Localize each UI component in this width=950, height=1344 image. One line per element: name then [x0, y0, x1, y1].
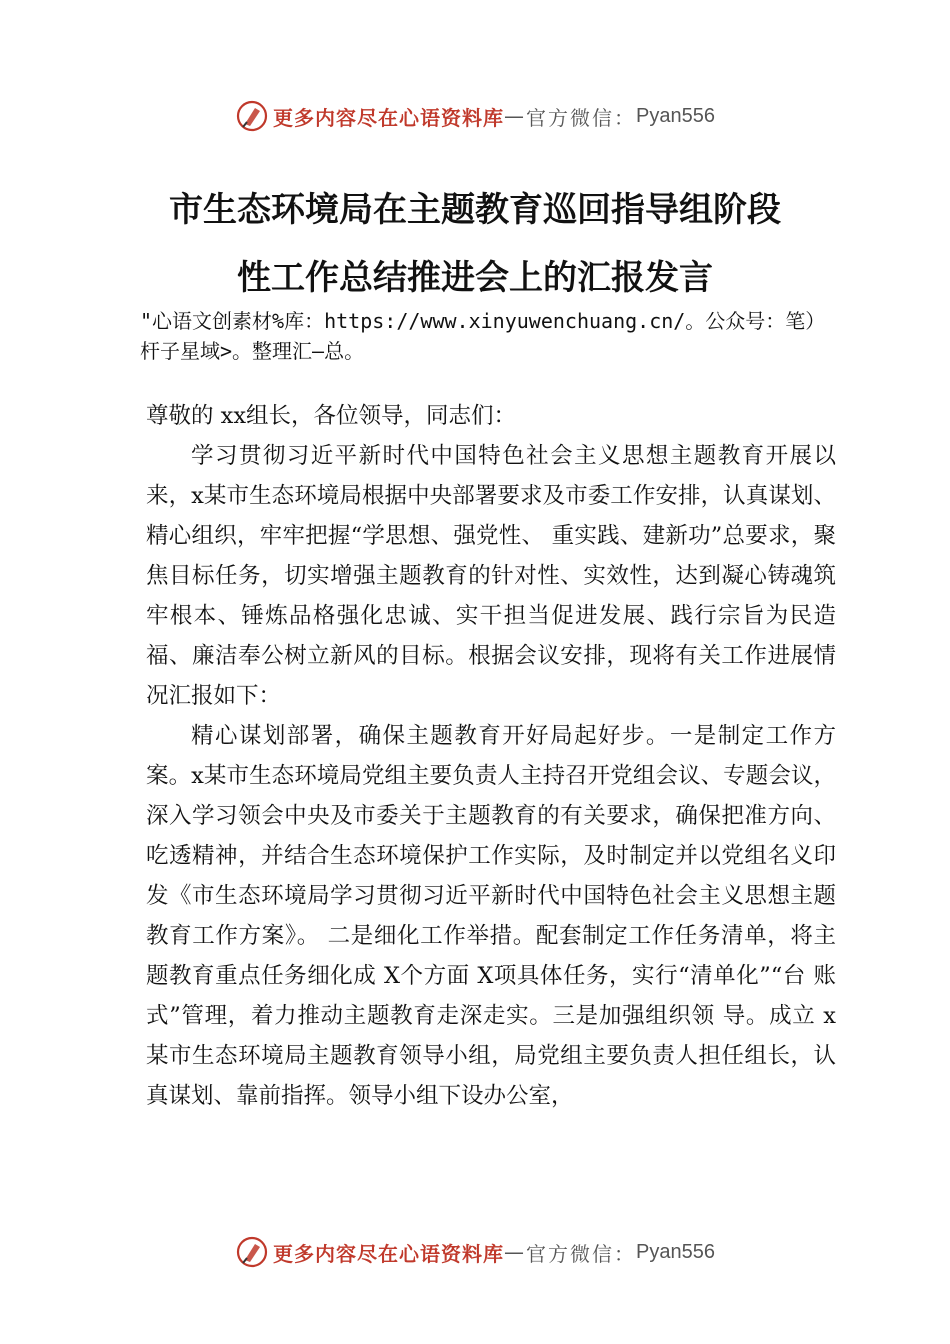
banner-separator: — [504, 104, 527, 128]
pen-nib-logo-icon [235, 99, 269, 133]
pen-nib-logo-icon [235, 1235, 269, 1269]
document-title-line-1: 市生态环境局在主题教育巡回指导组阶段 [169, 190, 781, 230]
banner-wechat-id: Pyan556 [636, 104, 715, 127]
header-banner [0, 96, 950, 136]
greeting: 尊敬的 xx组长，各位领导，同志们： [146, 403, 517, 429]
banner-separator: — [504, 1240, 527, 1264]
banner-wechat-id: Pyan556 [636, 1240, 715, 1263]
banner-brand-text: 更多内容尽在心语资料库 [273, 1241, 505, 1266]
banner-wechat-label: 官方微信： [526, 1241, 637, 1266]
document-title-line-2: 性工作总结推进会上的汇报发言 [237, 258, 713, 298]
body-paragraph: 学习贯彻习近平新时代中国特色社会主义思想主题教育开展以来，x某市生态环境局根据中央部署要求及市委工作安排，认真谋划、精心组织，牢牢把握“学思想、强党性、 重实践、建新功”总要求，聚焦目标任务，切实增强主题教育的针对性、实效性，达到凝心铸魂筑牢根本、锤炼品格强化忠诚、实干担当促进发展、践行宗旨为民造福、廉洁奉公树立新风的目标。根据会议安排，现将有关工作进展情况汇报如下： [146, 443, 836, 709]
footer-banner [0, 1232, 950, 1272]
banner-wechat-label: 官方微信： [526, 105, 637, 130]
document-body [146, 396, 836, 1116]
banner-brand-text: 更多内容尽在心语资料库 [273, 105, 505, 130]
body-paragraph: 精心谋划部署，确保主题教育开好局起好步。一是制定工作方案。x某市生态环境局党组主要负责人主持召开党组会议、专题会议，深入学习领会中央及市委关于主题教育的有关要求，确保把准方向、吃透精神，并结合生态环境保护工作实际，及时制定并以党组名义印发《市生态环境局学习贯彻习近平新时代中国特色社会主义思想主题教育工作方案》。 二是细化工作举措。配套制定工作任务清单，将主题教育重点任务细化成 X个方面 X项具体任务，实行“清单化”“台 账式”管理，着力推动主题教育走深走实。三是加强组织领 导。成立 x某市生态环境局主题教育领导小组，局党组主要负责人担任组长，认真谋划、靠前指挥。领导小组下设办公室， [146, 723, 836, 1109]
source-note: "心语文创素材%库：https://www.xinyuwenchuang.cn/。公众号：笔）杆子星域>。整理汇—总。 [140, 309, 826, 363]
